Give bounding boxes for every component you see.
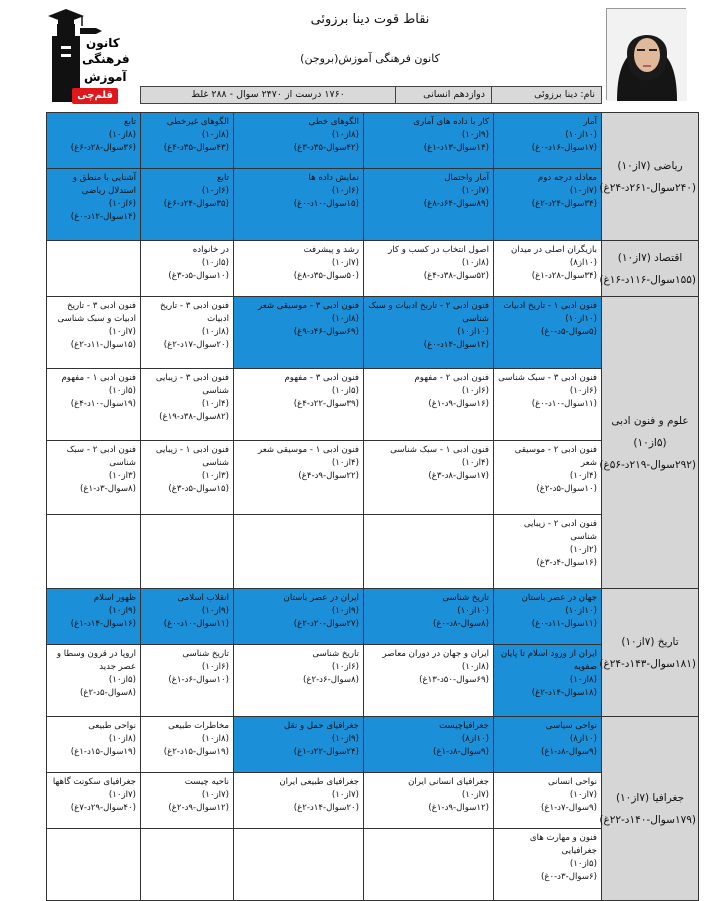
- topic-score: (۸از۱۰): [108, 734, 136, 744]
- topic-counts: (۱۱سوال-۱۱د-۰غ): [531, 619, 597, 629]
- topic-cell: [47, 773, 141, 829]
- topic-cell: [364, 773, 494, 829]
- topic-title: تاریخ شناسی: [442, 593, 489, 603]
- topic-title: فنون ادبی ۲ - موسیقی شعر: [514, 445, 597, 468]
- subject-row: [47, 297, 699, 369]
- topic-score: (۷از۱۰): [461, 790, 489, 800]
- logo-badge: قلم‌چی: [72, 88, 118, 104]
- topic-title: ایران و جهان در دوران معاصر: [382, 649, 489, 659]
- student-info-bar: [140, 86, 602, 104]
- topic-score: (۴از۱۰): [569, 471, 597, 481]
- topic-score: (۶از۱۰): [569, 386, 597, 396]
- subject-stats: (۲۹۲سوال-۲۱۹د-۵۶غ): [599, 458, 696, 471]
- topic-score: (۵از۱۰): [201, 258, 229, 268]
- topic-score: (۷از۱۰): [108, 327, 136, 337]
- subject-cell: [599, 297, 699, 589]
- topic-title: ظهور اسلام: [93, 593, 136, 603]
- topic-counts: (۴۲سوال-۳۵د-۳غ): [293, 143, 359, 153]
- topic-score: (۶از۱۰): [331, 186, 359, 196]
- topic-score: (۵از۱۰): [108, 675, 136, 685]
- topic-counts: (۱۱سوال-۱۰د-۰غ): [163, 619, 229, 629]
- topic-cell: [364, 241, 494, 297]
- student-photo: [606, 8, 686, 100]
- topic-title: تاریخ شناسی: [182, 649, 229, 659]
- topic-counts: (۱۶سوال-۱۴د-۱غ): [70, 619, 136, 629]
- topic-score: (۶از۱۰): [201, 662, 229, 672]
- topic-title: فنون ادبی ۳ - مفهوم: [284, 373, 359, 383]
- student-portrait-icon: [607, 9, 687, 101]
- topic-counts: (۵۰سوال-۳۵د-۸غ): [293, 271, 359, 281]
- topic-counts: (۸۹سوال-۶۴د-۸غ): [423, 199, 489, 209]
- topic-title: فنون ادبی ۱ - مفهوم: [61, 373, 136, 383]
- topic-title: فنون ادبی ۳ - تاریخ ادبیات: [160, 301, 229, 324]
- topic-counts: (۸سوال-۳د-۱غ): [79, 484, 136, 494]
- topic-counts: (۱۰سوال-۵د-۳غ): [168, 271, 229, 281]
- subject-label: تاریخ (۷از۱۰): [621, 635, 679, 648]
- topic-title: تابع: [124, 117, 136, 127]
- topic-counts: (۱۰سوال-۶د-۱غ): [168, 675, 229, 685]
- topic-cell: [364, 645, 494, 717]
- topic-counts: (۱۵سوال-۱۱د-۲غ): [70, 340, 136, 350]
- topic-counts: (۸۲سوال-۳۸د-۱۹غ): [159, 412, 229, 422]
- topic-counts: (۱۴سوال-۱۴د-۰غ): [423, 340, 489, 350]
- page-title: نقاط قوت دینا برزوئی: [310, 12, 430, 27]
- topic-title: فنون ادبی ۲ - زیبایی شناسی: [523, 519, 597, 542]
- subject-row: [47, 441, 699, 515]
- topic-score: (۸از۱۰): [461, 258, 489, 268]
- topic-cell: [494, 369, 602, 441]
- topic-cell: [47, 241, 141, 297]
- subject-stats: (۱۷۹سوال-۱۴۰د-۲۲غ): [599, 813, 696, 826]
- topic-cell: [47, 717, 141, 773]
- topic-cell: [47, 515, 141, 589]
- topic-score: (۱۰از۸): [569, 734, 597, 744]
- topic-counts: (۶۹سوال-۴۶د-۹غ): [293, 327, 359, 337]
- topic-counts: (۹سوال-۸د-۱غ): [432, 747, 489, 757]
- topic-counts: (۱۲سوال-۹د-۲غ): [168, 803, 229, 813]
- subject-label: جغرافیا (۷از۱۰): [615, 791, 685, 804]
- page-subtitle: کانون فرهنگی آموزش(بروجن): [300, 52, 440, 65]
- topic-cell: [234, 589, 364, 645]
- topic-title: نواحی سیاسی: [545, 721, 597, 731]
- topic-counts: (۴۰سوال-۲۹د-۷غ): [70, 803, 136, 813]
- subject-label: علوم و فنون ادبی (۵از۱۰): [611, 414, 689, 449]
- topic-counts: (۱۵سوال-۱۰د-۰غ): [293, 199, 359, 209]
- topic-cell: [47, 645, 141, 717]
- topic-cell: [47, 829, 141, 901]
- topic-title: اروپا در قرون وسطا و عصر جدید: [56, 649, 136, 672]
- topic-counts: (۴۳سوال-۳۵د-۴غ): [163, 143, 229, 153]
- topic-cell: [364, 515, 494, 589]
- topic-counts: (۱۴سوال-۱۲د-۰غ): [70, 212, 136, 222]
- topic-cell: [364, 297, 494, 369]
- topic-score: (۹از۱۰): [201, 606, 229, 616]
- topic-cell: [364, 113, 494, 169]
- topic-cell: [141, 829, 234, 901]
- subject-row: [47, 589, 699, 645]
- topic-score: (۸از۱۰): [201, 130, 229, 140]
- topic-cell: [141, 773, 234, 829]
- topic-cell: [234, 515, 364, 589]
- logo-text-line2: فرهنگی: [82, 52, 130, 66]
- topic-cell: [47, 369, 141, 441]
- topic-counts: (۱۴سوال-۱۳د-۱غ): [423, 143, 489, 153]
- topic-title: جهان در عصر باستان: [521, 593, 597, 603]
- topic-score: (۸از۱۰): [108, 130, 136, 140]
- topic-title: تاریخ شناسی: [312, 649, 359, 659]
- topic-score: (۹از۱۰): [331, 734, 359, 744]
- subject-stats: (۱۵۵سوال-۱۱۶د-۱۶غ): [599, 273, 696, 286]
- topic-cell: [364, 717, 494, 773]
- topic-cell: [364, 589, 494, 645]
- topic-cell: [494, 829, 602, 901]
- subject-cell: [599, 241, 699, 297]
- topic-score: (۱۰از۸): [569, 258, 597, 268]
- topic-title: فنون ادبی ۲ - مفهوم: [414, 373, 489, 383]
- topic-counts: (۱۹سوال-۱۰د-۴غ): [70, 399, 136, 409]
- topic-score: (۵از۱۰): [331, 386, 359, 396]
- topic-counts: (۵سوال-۵د-۰غ): [540, 327, 597, 337]
- topic-score: (۱۰از۱۰): [565, 314, 597, 324]
- topic-score: (۷از۱۰): [331, 790, 359, 800]
- topic-score: (۸از۱۰): [331, 314, 359, 324]
- topic-title: در خانواده: [192, 245, 229, 255]
- topic-cell: [141, 515, 234, 589]
- topic-counts: (۱۷سوال-۸د-۳غ): [428, 471, 489, 481]
- subject-row: [47, 515, 699, 589]
- topic-title: جغرافیای طبیعی ایران: [279, 777, 359, 787]
- topic-cell: [234, 241, 364, 297]
- topic-title: ایران از ورود اسلام تا پایان صفویه: [500, 649, 597, 672]
- topic-title: الگوهای خطی: [308, 117, 359, 127]
- topic-score: (۳از۱۰): [108, 471, 136, 481]
- topic-title: فنون ادبی ۱ - موسیقی شعر: [257, 445, 359, 455]
- topic-title: فنون ادبی ۳ - موسیقی شعر: [257, 301, 359, 311]
- topic-title: ایران در عصر باستان: [283, 593, 359, 603]
- topic-score: (۸از۱۰): [201, 734, 229, 744]
- topic-counts: (۹سوال-۷د-۱غ): [540, 803, 597, 813]
- topic-score: (۷از۱۰): [331, 258, 359, 268]
- topic-cell: [234, 717, 364, 773]
- subject-cell: [599, 113, 699, 241]
- topic-cell: [234, 369, 364, 441]
- topic-score: (۱۰از۱۰): [565, 130, 597, 140]
- topic-title: جغرافیاچیست: [439, 721, 489, 731]
- topic-cell: [234, 773, 364, 829]
- subject-label: ریاضی (۷از۱۰): [617, 159, 683, 172]
- topic-title: فنون ادبی ۲ - تاریخ ادبیات و سبک شناسی: [368, 301, 489, 324]
- topic-cell: [141, 645, 234, 717]
- student-grade: دوازدهم انسانی: [395, 87, 491, 103]
- topic-cell: [234, 441, 364, 515]
- topic-score: (۱۰از۸): [461, 734, 489, 744]
- topic-title: فنون و مهارت های جغرافیایی: [529, 833, 597, 856]
- topic-title: معادله درجه دوم: [537, 173, 597, 183]
- topic-counts: (۱۲سوال-۹د-۱غ): [428, 803, 489, 813]
- topic-counts: (۲۰سوال-۱۴د-۲غ): [293, 803, 359, 813]
- topic-score: (۹از۱۰): [461, 130, 489, 140]
- topic-cell: [494, 241, 602, 297]
- topic-score: (۷از۱۰): [569, 186, 597, 196]
- topic-counts: (۲۰سوال-۱۷د-۲غ): [163, 340, 229, 350]
- logo-text-line1: کانون: [86, 36, 120, 50]
- topic-score: (۵از۱۰): [108, 386, 136, 396]
- topic-counts: (۲۲سوال-۹د-۴غ): [298, 471, 359, 481]
- topic-score: (۹از۱۰): [108, 606, 136, 616]
- subject-cell: [599, 589, 699, 717]
- topic-title: کار با داده های آماری: [413, 117, 489, 127]
- topic-counts: (۱۷سوال-۱۶د-۰غ): [531, 143, 597, 153]
- topic-counts: (۲۷سوال-۲۰د-۲غ): [293, 619, 359, 629]
- topic-cell: [141, 297, 234, 369]
- topic-cell: [494, 717, 602, 773]
- topic-title: ناحیه چیست: [184, 777, 229, 787]
- topic-counts: (۱۸سوال-۱۴د-۲غ): [531, 688, 597, 698]
- topic-title: اصول انتخاب در کسب و کار: [388, 245, 489, 255]
- topic-title: نمایش داده ها: [308, 173, 359, 183]
- topic-counts: (۳۹سوال-۲۲د-۴غ): [293, 399, 359, 409]
- topic-counts: (۳۴سوال-۲۴د-۲غ): [531, 199, 597, 209]
- topic-score: (۷از۱۰): [461, 186, 489, 196]
- topic-score: (۸از۱۰): [461, 662, 489, 672]
- topic-score: (۳از۱۰): [201, 471, 229, 481]
- topic-score: (۶از۱۰): [201, 186, 229, 196]
- topic-title: فنون ادبی ۱ - زیبایی شناسی: [155, 445, 229, 468]
- topic-counts: (۸سوال-۵د-۲غ): [79, 688, 136, 698]
- subject-stats: (۱۸۱سوال-۱۴۳د-۲۴غ): [599, 657, 696, 670]
- topic-title: آمار: [583, 117, 597, 127]
- topic-title: فنون ادبی ۱ - تاریخ ادبیات: [503, 301, 597, 311]
- topic-cell: [234, 297, 364, 369]
- subject-row: [47, 241, 699, 297]
- topic-cell: [494, 441, 602, 515]
- topic-title: بازیگران اصلی در میدان: [510, 245, 597, 255]
- topic-score: (۷از۱۰): [569, 790, 597, 800]
- topic-title: جغرافیای سکونت گاهها: [52, 777, 136, 787]
- topic-score: (۱۰از۱۰): [565, 606, 597, 616]
- topic-score: (۵از۱۰): [569, 859, 597, 869]
- topic-counts: (۸سوال-۸د-۰غ): [432, 619, 489, 629]
- topic-score: (۱۰از۱۰): [457, 606, 489, 616]
- topic-cell: [494, 589, 602, 645]
- strengths-table: [46, 112, 699, 901]
- topic-counts: (۳۶سوال-۲۸د-۶غ): [70, 143, 136, 153]
- topic-score: (۸از۱۰): [569, 675, 597, 685]
- kanoon-logo: [42, 6, 130, 106]
- topic-score: (۴از۱۰): [461, 458, 489, 468]
- topic-cell: [234, 113, 364, 169]
- topic-cell: [141, 113, 234, 169]
- subject-label: اقتصاد (۷از۱۰): [617, 251, 683, 264]
- topic-score: (۸از۱۰): [201, 327, 229, 337]
- topic-title: جغرافیای انسانی ایران: [408, 777, 489, 787]
- subject-row: [47, 113, 699, 169]
- topic-score: (۷از۱۰): [108, 790, 136, 800]
- student-name: نام: دینا برزوئی: [491, 87, 601, 103]
- topic-title: جغرافیای حمل و نقل: [283, 721, 359, 731]
- topic-cell: [494, 169, 602, 241]
- topic-score: (۱۰از۱۰): [457, 327, 489, 337]
- topic-cell: [364, 829, 494, 901]
- topic-title: فنون ادبی ۳ - زیبایی شناسی: [155, 373, 229, 396]
- topic-counts: (۶۹سوال-۵۰د-۱۳غ): [419, 675, 489, 685]
- topic-cell: [494, 113, 602, 169]
- topic-title: نواحی انسانی: [547, 777, 597, 787]
- topic-cell: [494, 515, 602, 589]
- topic-score: (۸از۱۰): [331, 130, 359, 140]
- topic-cell: [364, 169, 494, 241]
- subject-row: [47, 829, 699, 901]
- topic-title: فنون ادبی ۲ - سبک شناسی: [66, 445, 136, 468]
- topic-score: (۴از۱۰): [331, 458, 359, 468]
- topic-score: (۲از۱۰): [569, 545, 597, 555]
- topic-cell: [47, 297, 141, 369]
- topic-cell: [234, 645, 364, 717]
- topic-score: (۹از۱۰): [331, 606, 359, 616]
- topic-title: آشنایی با منطق و استدلال ریاضی: [72, 173, 136, 196]
- topic-counts: (۱۶سوال-۹د-۱غ): [428, 399, 489, 409]
- topic-cell: [141, 441, 234, 515]
- subject-cell: [599, 717, 699, 901]
- topic-cell: [494, 773, 602, 829]
- topic-cell: [141, 717, 234, 773]
- topic-score: (۶از۱۰): [461, 386, 489, 396]
- topic-counts: (۱۹سوال-۱۵د-۲غ): [163, 747, 229, 757]
- topic-score: (۶از۱۰): [108, 199, 136, 209]
- subject-row: [47, 369, 699, 441]
- topic-cell: [141, 369, 234, 441]
- topic-cell: [364, 369, 494, 441]
- subject-row: [47, 717, 699, 773]
- student-stats: ۱۷۶۰ درست از ۲۴۷۰ سوال - ۲۸۸ غلط: [141, 87, 395, 103]
- topic-title: تابع: [217, 173, 229, 183]
- topic-title: فنون ادبی ۱ - سبک شناسی: [390, 445, 489, 455]
- topic-cell: [141, 589, 234, 645]
- topic-title: رشد و پیشرفت: [303, 245, 359, 255]
- topic-title: نواحی طبیعی: [88, 721, 136, 731]
- topic-title: آمار واحتمال: [444, 173, 489, 183]
- topic-cell: [494, 645, 602, 717]
- subject-stats: (۲۴۰سوال-۲۶۱د-۲۴غ): [599, 181, 696, 194]
- topic-cell: [47, 169, 141, 241]
- topic-score: (۴از۱۰): [201, 399, 229, 409]
- topic-title: الگوهای غیرخطی: [166, 117, 229, 127]
- topic-title: فنون ادبی ۳ - سبک شناسی: [498, 373, 597, 383]
- topic-cell: [494, 297, 602, 369]
- topic-cell: [141, 169, 234, 241]
- topic-cell: [234, 169, 364, 241]
- topic-counts: (۱۹سوال-۱۵د-۱غ): [70, 747, 136, 757]
- topic-counts: (۱۵سوال-۵د-۳غ): [168, 484, 229, 494]
- topic-counts: (۱۶سوال-۴د-۳غ): [536, 558, 597, 568]
- topic-counts: (۱۱سوال-۱۰د-۰غ): [531, 399, 597, 409]
- topic-score: (۶از۱۰): [331, 662, 359, 672]
- logo-text-line3: آموزش: [84, 70, 127, 84]
- topic-score: (۷از۱۰): [201, 790, 229, 800]
- topic-counts: (۵۲سوال-۳۸د-۴غ): [423, 271, 489, 281]
- topic-cell: [364, 441, 494, 515]
- topic-counts: (۳۵سوال-۲۴د-۶غ): [163, 199, 229, 209]
- topic-counts: (۶سوال-۳د-۰غ): [540, 872, 597, 882]
- topic-cell: [47, 589, 141, 645]
- topic-cell: [47, 113, 141, 169]
- topic-cell: [141, 241, 234, 297]
- topic-counts: (۳۴سوال-۲۸د-۱غ): [531, 271, 597, 281]
- report-header: [0, 0, 725, 112]
- topic-title: مخاطرات طبیعی: [168, 721, 229, 731]
- topic-counts: (۱۰سوال-۵د-۲غ): [536, 484, 597, 494]
- topic-title: انقلاب اسلامی: [177, 593, 229, 603]
- topic-cell: [47, 441, 141, 515]
- topic-counts: (۹سوال-۸د-۱غ): [540, 747, 597, 757]
- topic-counts: (۸سوال-۶د-۲غ): [302, 675, 359, 685]
- topic-cell: [234, 829, 364, 901]
- topic-title: فنون ادبی ۳ - تاریخ ادبیات و سبک شناسی: [57, 301, 136, 324]
- topic-counts: (۲۴سوال-۲۲د-۱غ): [293, 747, 359, 757]
